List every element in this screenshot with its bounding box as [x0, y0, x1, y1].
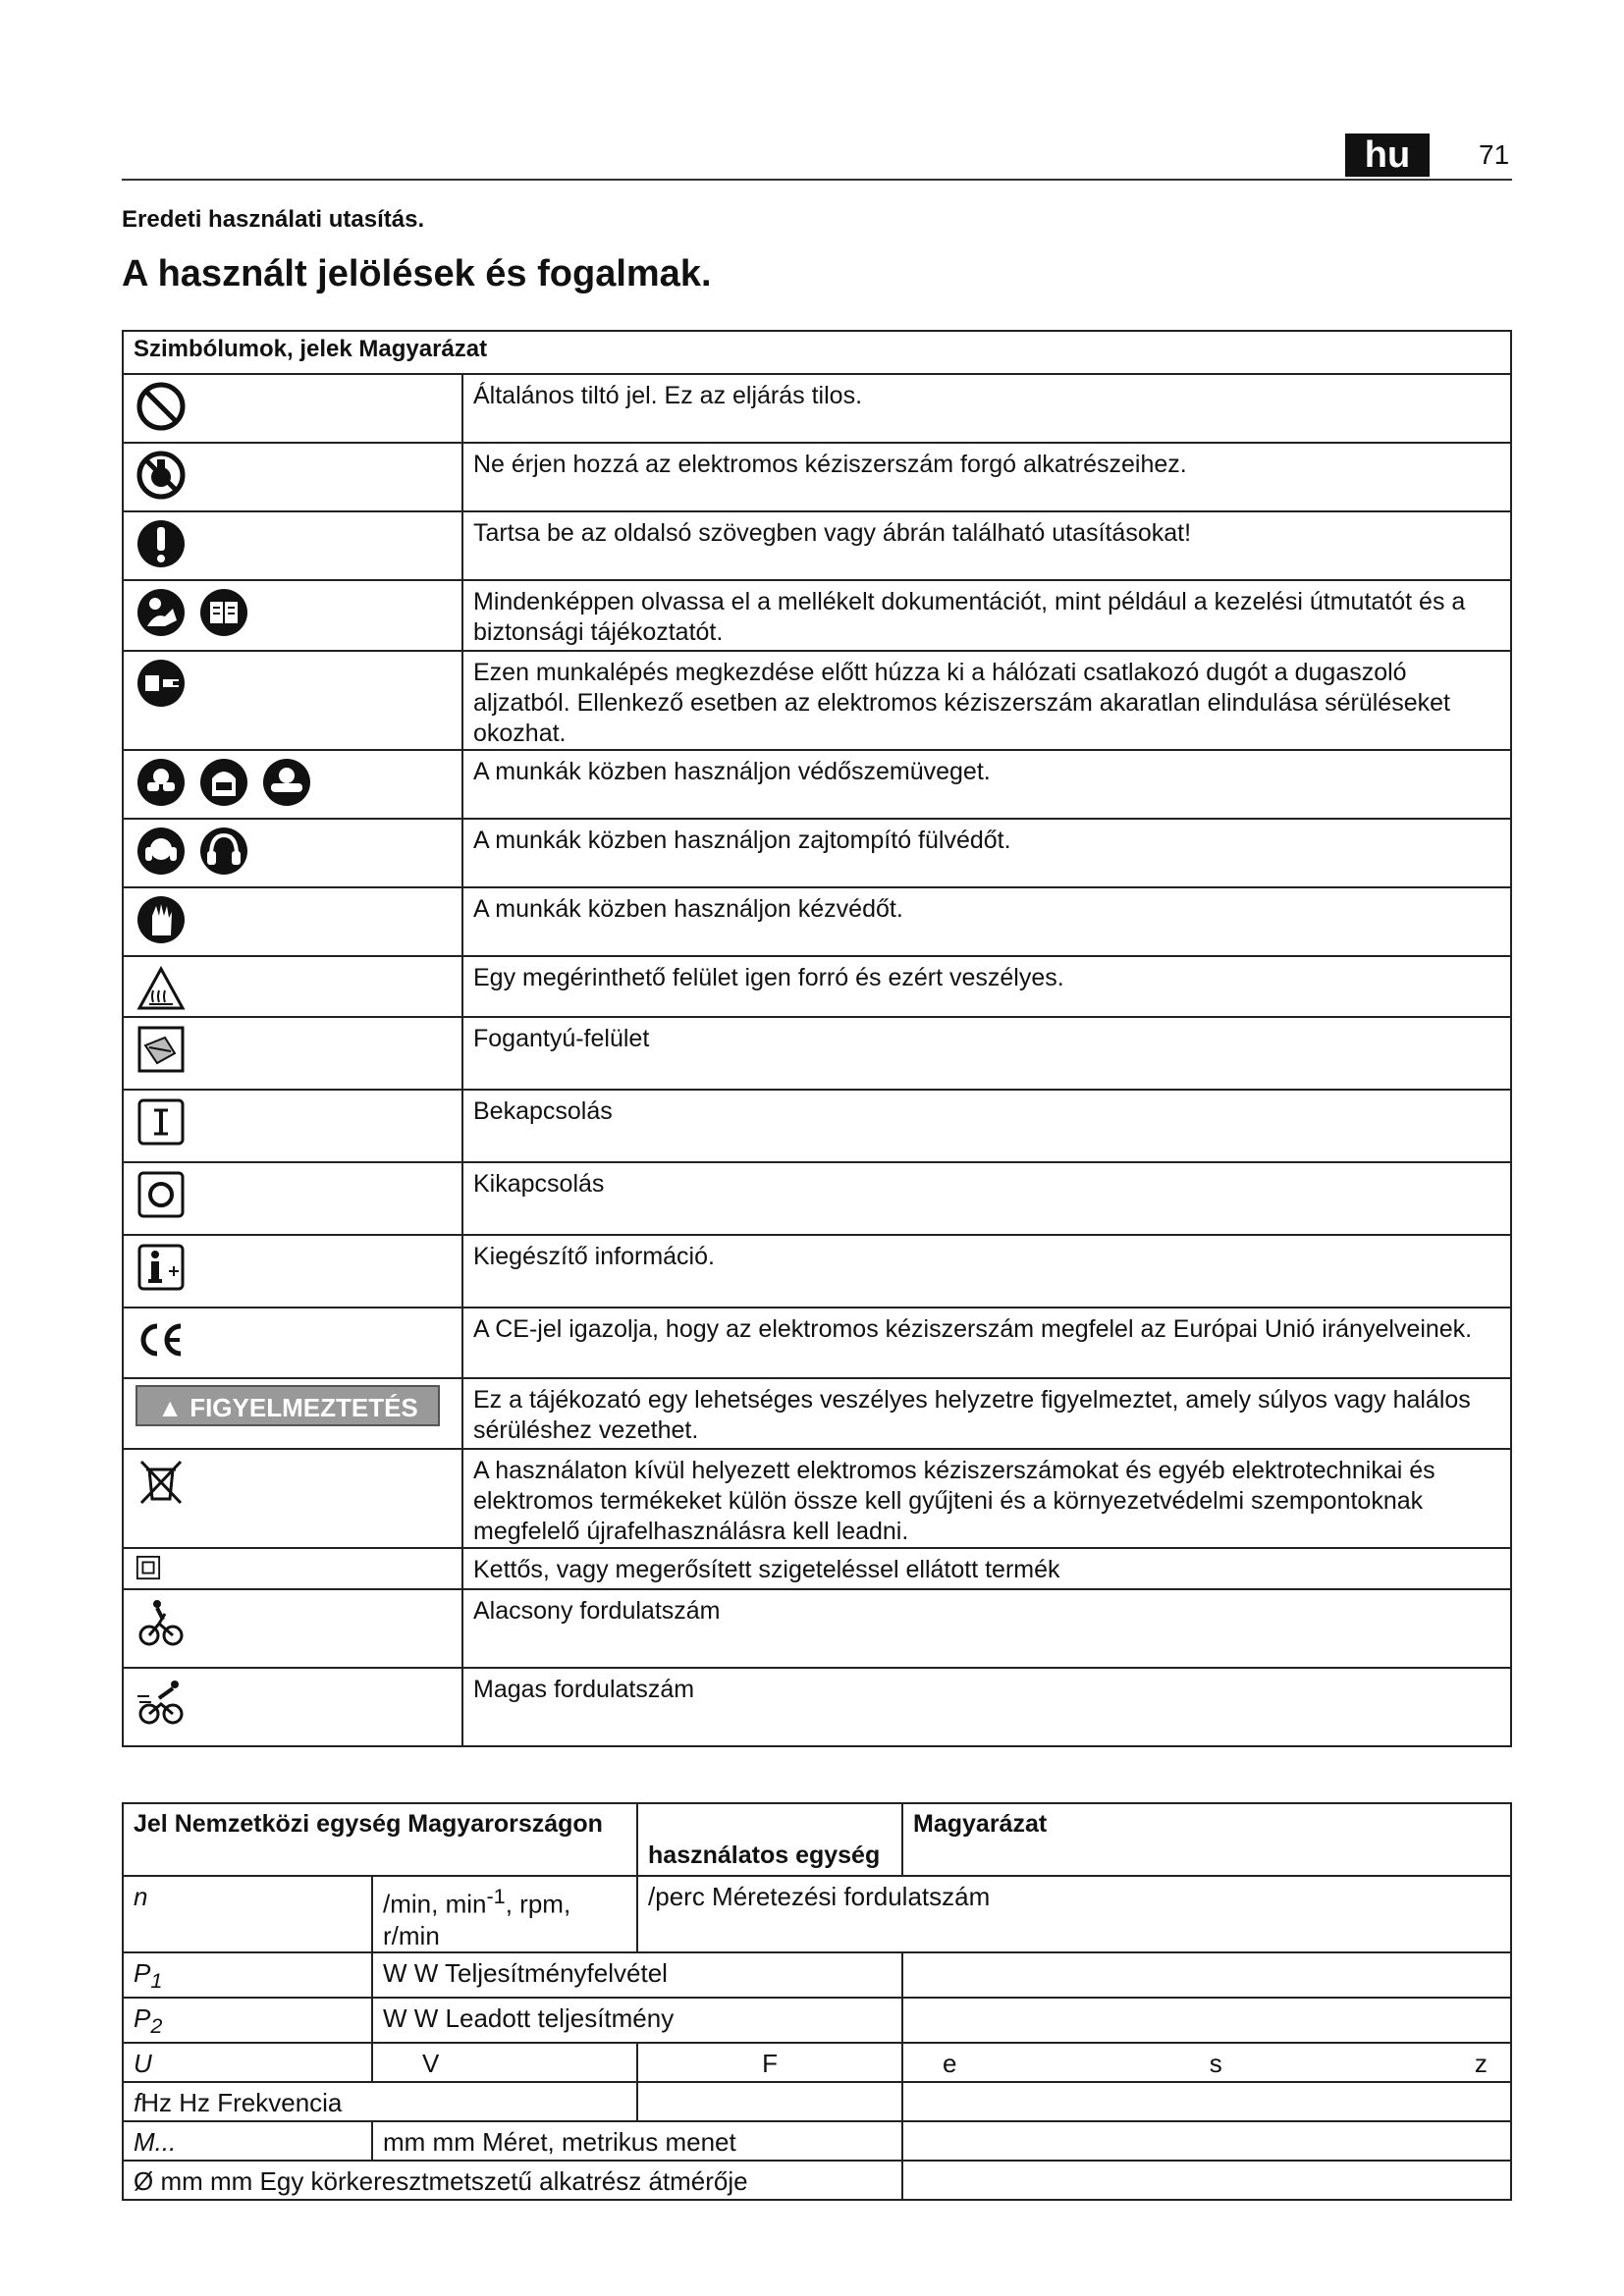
unit-local: F	[637, 2043, 902, 2082]
symbol-description: Kikapcsolás	[462, 1162, 1511, 1235]
symbol-description: Fogantyú-felület	[462, 1017, 1511, 1090]
face-shield-icon	[198, 757, 249, 808]
unit-local: /perc Méretezési fordulatszám	[637, 1876, 1511, 1952]
symbol-description: Kiegészítő információ.	[462, 1235, 1511, 1308]
hot-surface-icon	[135, 963, 187, 1014]
symbol-row	[123, 1548, 1511, 1589]
unit-international: mm mm Méret, metrikus menet	[372, 2121, 902, 2161]
symbol-row	[123, 1235, 1511, 1308]
symbol-row	[123, 1668, 1511, 1746]
language-badge: hu	[1345, 133, 1430, 177]
symbols-table	[122, 330, 1512, 1747]
safety-glasses-icon	[261, 757, 312, 808]
low-speed-icon	[135, 1596, 187, 1647]
symbol-description: Ez a tájékozató egy lehetséges veszélyes helyzetre figyelmeztet, amely súlyos vagy halálos sérüléshez vezethet.	[462, 1378, 1511, 1449]
page-title: A használt jelölések és fogalmak.	[122, 253, 712, 294]
unit-symbol: n	[123, 1876, 372, 1952]
ear-protection-icon	[135, 826, 187, 877]
symbol-description: Általános tiltó jel. Ez az eljárás tilos.	[462, 374, 1511, 443]
symbol-description: Magas fordulatszám	[462, 1668, 1511, 1746]
symbol-description: Ne érjen hozzá az elektromos kéziszerszám forgó alkatrészeihez.	[462, 443, 1511, 511]
do-not-touch-rotating-parts-icon	[135, 450, 187, 501]
symbol-row	[123, 956, 1511, 1017]
units-header-col3: Magyarázat	[902, 1803, 1511, 1876]
units-row	[123, 1952, 1511, 1998]
unit-international: V	[372, 2043, 637, 2082]
unit-symbol: $P_1$	[123, 1952, 372, 1998]
units-row	[123, 2082, 1511, 2121]
unit-international: W W Leadott teljesítmény	[372, 1998, 902, 2043]
units-header-col1: Jel Nemzetközi egység Magyarországon	[123, 1803, 637, 1876]
symbol-description: A munkák közben használjon kézvédőt.	[462, 887, 1511, 956]
read-manual-person-icon	[135, 587, 187, 638]
header-rule	[122, 179, 1512, 181]
units-row	[123, 1876, 1511, 1952]
double-insulation-icon	[135, 1555, 161, 1580]
symbol-row	[123, 651, 1511, 750]
units-row	[123, 2043, 1511, 2082]
unit-local	[637, 2082, 902, 2121]
symbol-row	[123, 819, 1511, 887]
high-speed-icon	[135, 1675, 187, 1726]
units-table	[122, 1802, 1512, 2201]
units-row	[123, 2161, 1511, 2200]
unit-international: W W Teljesítményfelvétel	[372, 1952, 902, 1998]
ce-mark-icon	[135, 1314, 187, 1365]
read-manual-book-icon	[198, 587, 249, 638]
units-table-header	[123, 1803, 1511, 1876]
unit-explanation	[902, 2121, 1511, 2161]
exclamation-icon	[135, 518, 187, 569]
info-icon	[135, 1242, 187, 1293]
units-row	[123, 2121, 1511, 2161]
symbol-description: Ezen munkalépés megkezdése előtt húzza ki a hálózati csatlakozó dugót a dugaszoló aljzatból. Ellenkező esetben az elektromos kéziszerszám akaratlan elindulása sérüléseket okozhat.	[462, 651, 1511, 750]
symbol-row	[123, 443, 1511, 511]
unit-symbol: fHz Hz Frekvencia	[123, 2082, 637, 2121]
symbol-description: A használaton kívül helyezett elektromos kéziszerszámokat és egyéb elektrotechnikai és elektromos termékeket külön össze kell gyűjteni és a környezetvédelmi szempontoknak megfelelő újrafelhasználásra kell leadni.	[462, 1449, 1511, 1548]
symbol-description: Tartsa be az oldalsó szövegben vagy ábrán található utasításokat!	[462, 511, 1511, 580]
power-off-icon	[135, 1169, 187, 1220]
symbol-description: A munkák közben használjon védőszemüveget.	[462, 750, 1511, 819]
symbol-row	[123, 580, 1511, 651]
symbol-description: Alacsony fordulatszám	[462, 1589, 1511, 1668]
symbol-description: A munkák közben használjon zajtompító fülvédőt.	[462, 819, 1511, 887]
unit-international: /min, $\min^{-1}$, rpm, r/min	[372, 1876, 637, 1952]
symbol-description: Egy megérinthető felület igen forró és ezért veszélyes.	[462, 956, 1511, 1017]
goggles-icon	[135, 757, 187, 808]
grip-surface-icon	[135, 1024, 187, 1075]
power-on-icon	[135, 1096, 187, 1148]
warning-triangle-icon: ▲	[157, 1393, 183, 1422]
symbol-row	[123, 511, 1511, 580]
unit-symbol: Ø mm mm Egy körkeresztmetszetű alkatrész átmérője	[123, 2161, 902, 2200]
unit-explanation: e s z	[902, 2043, 1511, 2082]
unit-symbol: $P_2$	[123, 1998, 372, 2043]
earmuff-icon	[198, 826, 249, 877]
units-row	[123, 1998, 1511, 2043]
symbol-row	[123, 1162, 1511, 1235]
unplug-icon	[135, 658, 187, 709]
symbols-header-text: Szimbólumok, jelek Magyarázat	[123, 331, 1511, 374]
page-number: 71	[1479, 139, 1510, 170]
warning-banner-label: FIGYELMEZTETÉS	[189, 1393, 418, 1422]
units-header-col2: használatos egység	[637, 1803, 902, 1876]
document-subtitle: Eredeti használati utasítás.	[122, 206, 425, 233]
unit-explanation	[902, 1952, 1511, 1998]
symbol-row	[123, 1017, 1511, 1090]
symbol-row	[123, 1308, 1511, 1378]
symbol-row	[123, 1378, 1511, 1449]
symbol-description: Bekapcsolás	[462, 1090, 1511, 1162]
symbol-description: A CE-jel igazolja, hogy az elektromos kéziszerszám megfelel az Európai Unió irányelveinek.	[462, 1308, 1511, 1378]
unit-explanation	[902, 2082, 1511, 2121]
symbol-row	[123, 1090, 1511, 1162]
unit-symbol: M...	[123, 2121, 372, 2161]
symbol-row	[123, 750, 1511, 819]
unit-explanation	[902, 2161, 1511, 2200]
unit-symbol: U	[123, 2043, 372, 2082]
symbol-row	[123, 887, 1511, 956]
gloves-icon	[135, 894, 187, 945]
symbol-row	[123, 1449, 1511, 1548]
symbol-row	[123, 1589, 1511, 1668]
unit-explanation	[902, 1998, 1511, 2043]
warning-banner	[135, 1385, 440, 1426]
symbol-description: Kettős, vagy megerősített szigeteléssel ellátott termék	[462, 1548, 1511, 1589]
symbol-row	[123, 374, 1511, 443]
prohibition-icon	[135, 381, 187, 432]
symbol-description: Mindenképpen olvassa el a mellékelt dokumentációt, mint például a kezelési útmutatót és a biztonsági tájékoztatót.	[462, 580, 1511, 651]
weee-bin-icon	[135, 1456, 187, 1507]
symbols-table-header	[123, 331, 1511, 374]
